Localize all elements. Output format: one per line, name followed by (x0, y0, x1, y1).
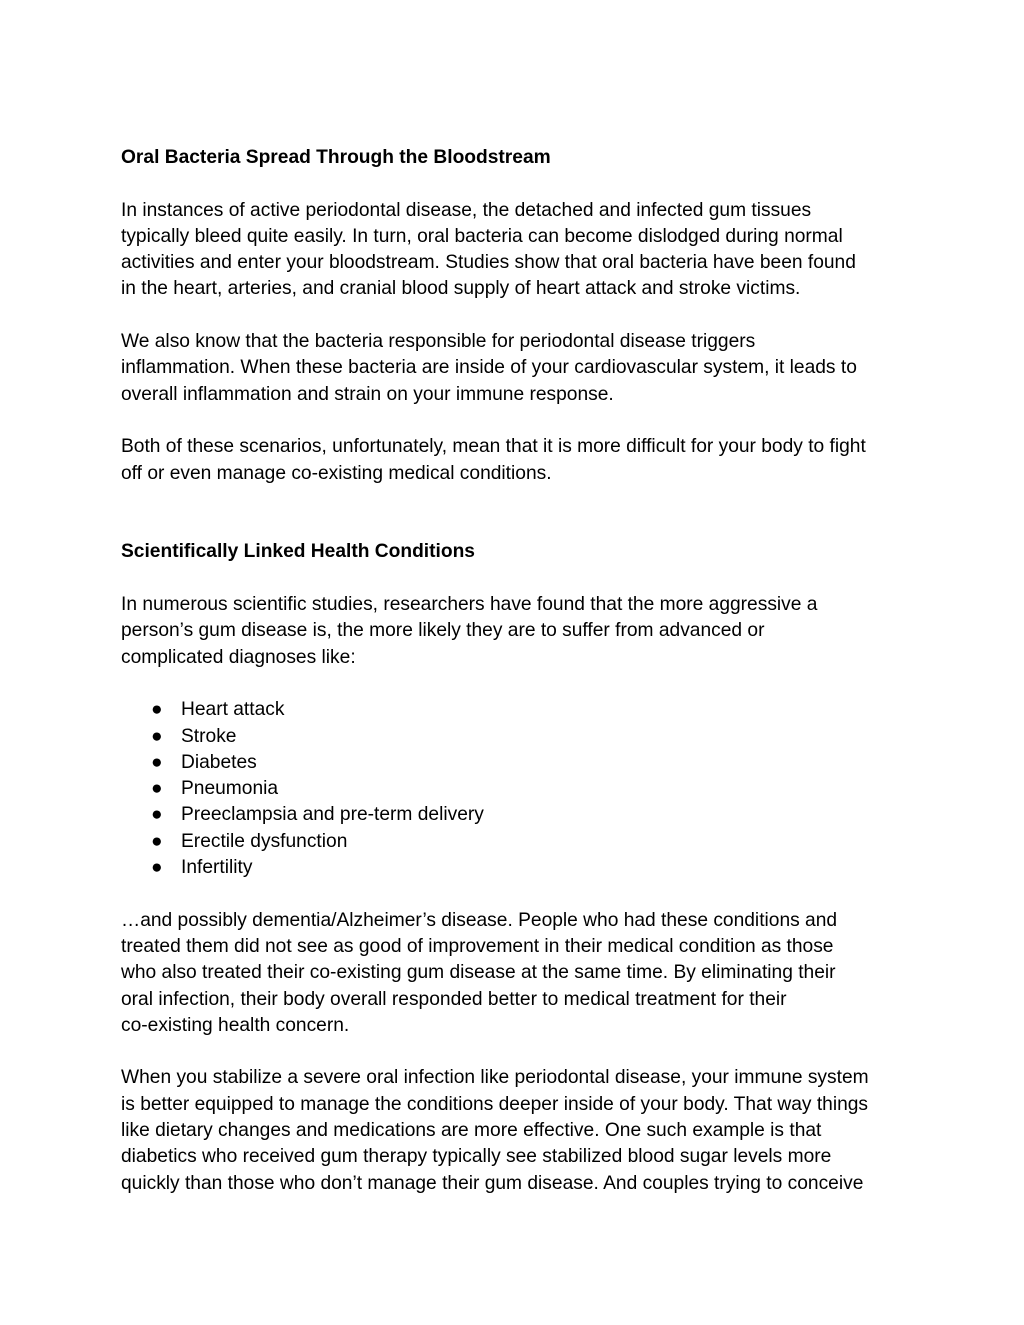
text-line: activities and enter your bloodstream. Studies show that oral bacteria have been found (121, 252, 856, 274)
document-page (121, 145, 921, 1197)
text-line: off or even manage co-existing medical conditions. (121, 462, 552, 484)
text-line: in the heart, arteries, and cranial blood supply of heart attack and stroke victims. (121, 278, 801, 300)
text-line: inflammation. When these bacteria are inside of your cardiovascular system, it leads to (121, 357, 857, 379)
text-line: Both of these scenarios, unfortunately, mean that it is more difficult for your body to fight (121, 436, 866, 458)
list-item (121, 802, 921, 828)
list-item-label: Preeclampsia and pre-term delivery (181, 804, 484, 826)
list-item (121, 829, 921, 855)
list-item-label: Infertility (181, 857, 253, 879)
list-item (121, 750, 921, 776)
section-heading-linked-conditions: Scientifically Linked Health Conditions (121, 541, 475, 563)
paragraph-stabilize (121, 1065, 921, 1196)
bullet-icon: ● (151, 830, 163, 852)
bullet-icon: ● (151, 699, 163, 721)
spacer (121, 671, 921, 697)
text-line: When you stabilize a severe oral infection like periodontal disease, your immune system (121, 1067, 869, 1089)
text-line: is better equipped to manage the conditions deeper inside of your body. That way things (121, 1093, 869, 1115)
list-item-label: Stroke (181, 725, 237, 747)
conditions-list (121, 697, 921, 881)
list-item (121, 855, 921, 881)
text-line: In instances of active periodontal disease, the detached and infected gum tissues (121, 199, 812, 221)
bullet-icon: ● (151, 751, 163, 773)
paragraph-periodontal-bleeding (121, 198, 921, 303)
paragraph-studies (121, 592, 921, 671)
spacer (121, 171, 921, 197)
text-line: complicated diagnoses like: (121, 646, 356, 668)
bullet-icon: ● (151, 804, 163, 826)
bullet-icon: ● (151, 725, 163, 747)
text-line: overall inflammation and strain on your immune response. (121, 383, 614, 405)
spacer (121, 566, 921, 592)
text-line: like dietary changes and medications are more effective. One such example is that (121, 1119, 822, 1141)
paragraph-inflammation (121, 329, 921, 408)
text-line: person’s gum disease is, the more likely they are to suffer from advanced or (121, 620, 765, 642)
text-line: …and possibly dementia/Alzheimer’s disease. People who had these conditions and (121, 909, 838, 931)
text-line: We also know that the bacteria responsible for periodontal disease triggers (121, 331, 756, 353)
list-item-label: Pneumonia (181, 778, 279, 800)
paragraph-dementia (121, 908, 921, 1039)
list-item (121, 724, 921, 750)
text-line: quickly than those who don’t manage their gum disease. And couples trying to conceive (121, 1172, 864, 1194)
text-line: co-existing health concern. (121, 1014, 350, 1036)
text-line: diabetics who received gum therapy typically see stabilized blood sugar levels more (121, 1146, 832, 1168)
spacer (121, 1039, 921, 1065)
text-line: treated them did not see as good of improvement in their medical condition as those (121, 935, 834, 957)
spacer (121, 303, 921, 329)
text-line: In numerous scientific studies, researchers have found that the more aggressive a (121, 594, 818, 616)
list-item-label: Diabetes (181, 751, 257, 773)
text-line: oral infection, their body overall responded better to medical treatment for their (121, 988, 787, 1010)
list-item-label: Erectile dysfunction (181, 830, 348, 852)
paragraph-scenarios (121, 434, 921, 487)
bullet-icon: ● (151, 857, 163, 879)
bullet-icon: ● (151, 778, 163, 800)
list-item-label: Heart attack (181, 699, 285, 721)
section-heading-bloodstream: Oral Bacteria Spread Through the Bloodstream (121, 147, 551, 168)
spacer (121, 881, 921, 907)
list-item (121, 776, 921, 802)
text-line: typically bleed quite easily. In turn, oral bacteria can become dislodged during normal (121, 225, 843, 247)
text-line: who also treated their co-existing gum disease at the same time. By eliminating their (121, 962, 836, 984)
spacer (121, 487, 921, 540)
list-item (121, 697, 921, 723)
spacer (121, 408, 921, 434)
